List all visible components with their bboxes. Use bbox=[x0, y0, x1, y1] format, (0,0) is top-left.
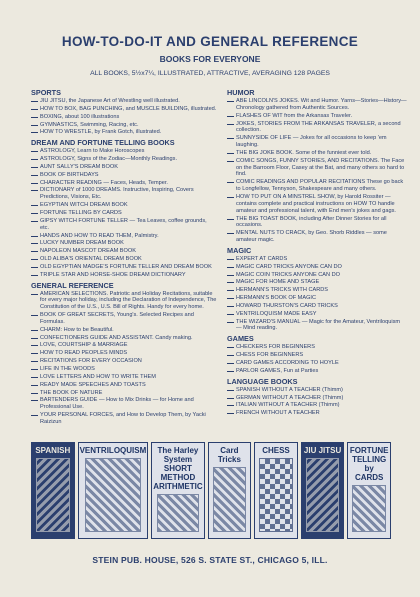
entry-text: FRENCH WITHOUT A TEACHER bbox=[236, 410, 320, 417]
entry-text: LOVE, COURTSHIP & MARRIAGE bbox=[40, 342, 128, 349]
entry-text: MENTAL NUTS TO CRACK, by Geo. Shorb Riddles — some amateur magic. bbox=[236, 230, 387, 244]
order-blank-line bbox=[31, 334, 38, 339]
order-blank-line bbox=[227, 351, 234, 356]
entry-text: OLD ALIBA'S ORIENTAL DREAM BOOK bbox=[40, 256, 142, 263]
entry-text: HOW TO READ PEOPLES MINDS bbox=[40, 350, 128, 357]
catalog-entry bbox=[227, 120, 407, 135]
entry-text: HANDS AND HOW TO READ THEM, Palmistry. bbox=[40, 232, 159, 239]
left-column bbox=[31, 86, 217, 426]
order-blank-line bbox=[31, 365, 38, 370]
order-blank-line bbox=[227, 149, 234, 154]
entry-text: HERMANN'S TRICKS WITH CARDS bbox=[236, 287, 329, 294]
book-cover bbox=[208, 442, 252, 539]
order-blank-line bbox=[227, 271, 234, 276]
entry-text: FORTUNE TELLING BY CARDS bbox=[40, 209, 122, 216]
order-blank-line bbox=[31, 179, 38, 184]
order-blank-line bbox=[31, 389, 38, 394]
catalog-entry bbox=[227, 193, 407, 215]
page-subtitle: BOOKS FOR EVERYONE bbox=[159, 54, 261, 64]
entry-text: MAGIC COIN TRICKS ANYONE CAN DO bbox=[236, 271, 341, 278]
catalog-entry bbox=[31, 396, 217, 411]
book-cover-title: Card Tricks bbox=[217, 446, 241, 464]
entry-text: LIFE IN THE WOODS bbox=[40, 366, 95, 372]
entry-text: BOOK OF BIRTHDAYS bbox=[40, 171, 99, 178]
section-heading-language-books: LANGUAGE BOOKS bbox=[227, 376, 298, 386]
order-blank-line bbox=[31, 311, 38, 316]
entry-text: CHARM: How to be Beautiful. bbox=[40, 326, 114, 333]
catalog-entry bbox=[227, 310, 407, 318]
catalog-entry bbox=[31, 113, 217, 121]
entry-text: ASTROLOGY, Signs of the Zodiac—Monthly Readings. bbox=[40, 156, 178, 163]
book-cover-title: SPANISH bbox=[35, 446, 71, 455]
catalog-entry bbox=[227, 263, 407, 271]
entry-text: LUCKY NUMBER DREAM BOOK bbox=[40, 240, 124, 247]
book-cover-illustration bbox=[36, 458, 70, 532]
order-blank-line bbox=[31, 171, 38, 176]
catalog-entry bbox=[227, 112, 407, 120]
book-cover-illustration bbox=[352, 485, 386, 532]
order-blank-line bbox=[227, 302, 234, 307]
entry-text: JOKES, STORIES FROM THE ARKANSAS TRAVELER, a second collection. bbox=[236, 120, 401, 134]
entry-text: RECITATIONS FOR EVERY OCCASION bbox=[40, 358, 142, 365]
entry-text: READY MADE SPEECHES AND TOASTS bbox=[40, 381, 146, 388]
catalog-entry bbox=[31, 311, 217, 326]
section-heading-sports: SPORTS bbox=[31, 88, 62, 97]
order-blank-line bbox=[227, 134, 234, 139]
entry-text: CARD GAMES ACCORDING TO HOYLE bbox=[236, 360, 339, 366]
entry-text: GERMAN WITHOUT A TEACHER (Thimm) bbox=[236, 394, 344, 401]
order-blank-line bbox=[31, 341, 38, 346]
book-cover-illustration bbox=[259, 458, 293, 532]
book-cover-illustration bbox=[213, 467, 247, 532]
catalog-entry bbox=[227, 178, 407, 193]
order-blank-line bbox=[31, 239, 38, 244]
entry-text: OLD EGYPTIAN MADGE'S FORTUNE TELLER AND DREAM BOOK bbox=[40, 263, 212, 270]
entry-text: ASTROLOGY, Learn to Make Horoscopes bbox=[40, 148, 145, 155]
catalog-entry bbox=[31, 201, 217, 209]
order-blank-line bbox=[31, 163, 38, 168]
order-blank-line bbox=[31, 411, 38, 416]
order-blank-line bbox=[227, 178, 234, 183]
order-blank-line bbox=[31, 255, 38, 260]
book-cover-title: The Harley System SHORT METHOD ARITHMETIC bbox=[153, 446, 203, 491]
catalog-entry bbox=[31, 247, 217, 255]
catalog-entry bbox=[227, 351, 407, 359]
entry-text: COMIC READINGS AND POPULAR RECITATIONS These go back to Longfellow, Tennyson, Shakespeare and many others. bbox=[236, 179, 404, 193]
order-blank-line bbox=[227, 97, 234, 102]
entry-text: AUNT SALLY'S DREAM BOOK bbox=[40, 163, 118, 170]
book-cover-title: VENTRILOQUISM bbox=[79, 446, 147, 455]
order-blank-line bbox=[31, 290, 38, 295]
entry-text: SPANISH WITHOUT A TEACHER (Thimm) bbox=[236, 386, 343, 393]
order-blank-line bbox=[31, 155, 38, 160]
order-blank-line bbox=[227, 359, 234, 364]
catalog-entry bbox=[31, 232, 217, 240]
order-blank-line bbox=[227, 278, 234, 283]
entry-text: LOVE LETTERS AND HOW TO WRITE THEM bbox=[40, 373, 156, 380]
book-cover-illustration bbox=[85, 458, 140, 532]
catalog-entry bbox=[227, 255, 407, 263]
order-blank-line bbox=[31, 396, 38, 401]
entry-text: CHESS FOR BEGINNERS bbox=[236, 352, 304, 359]
order-blank-line bbox=[227, 286, 234, 291]
catalog-entry bbox=[31, 349, 217, 357]
order-blank-line bbox=[227, 318, 234, 323]
entry-text: BOXING, about 100 illustrations bbox=[40, 113, 120, 120]
order-blank-line bbox=[31, 357, 38, 362]
order-blank-line bbox=[227, 263, 234, 268]
order-blank-line bbox=[31, 128, 38, 133]
book-cover-illustration bbox=[157, 494, 198, 532]
catalog-entry bbox=[227, 215, 407, 230]
order-blank-line bbox=[31, 97, 38, 102]
order-blank-line bbox=[227, 193, 234, 198]
entry-text: HOW TO PUT ON A MINSTREL SHOW, by Harold Rossiter — contains complete and practical instructions on HOW TO handle amateur and professional talent, with End men's jokes and gags. bbox=[236, 193, 396, 214]
catalog-entry bbox=[31, 365, 217, 373]
entry-text: NAPOLEON MASCOT DREAM BOOK bbox=[40, 248, 136, 255]
order-blank-line bbox=[227, 255, 234, 260]
entry-text: CHARACTER READING — Faces, Heads, Temper. bbox=[40, 179, 168, 186]
catalog-entry bbox=[31, 217, 217, 232]
catalog-entry bbox=[227, 294, 407, 302]
catalog-entry bbox=[31, 326, 217, 334]
order-blank-line bbox=[227, 229, 234, 234]
entry-text: CHECKERS FOR BEGINNERS bbox=[236, 344, 315, 351]
catalog-entry bbox=[31, 290, 217, 312]
entry-text: ITALIAN WITHOUT A TEACHER (Thimm) bbox=[236, 402, 340, 409]
catalog-entry bbox=[227, 359, 407, 367]
entry-text: COMIC SONGS, FUNNY STORIES, AND RECITATIONS. The Face on the Barroom Floor, Casey at the Bat, and many others so hard to find. bbox=[236, 157, 405, 178]
order-blank-line bbox=[227, 157, 234, 162]
book-cover-illustration bbox=[306, 458, 340, 532]
order-blank-line bbox=[31, 373, 38, 378]
order-blank-line bbox=[31, 263, 38, 268]
catalog-entry bbox=[227, 401, 407, 409]
entry-text: BARTENDERS GUIDE — How to Mix Drinks — for Home and Professional Use. bbox=[40, 397, 194, 411]
catalog-entry bbox=[227, 386, 407, 394]
entry-text: DICTIONARY of 1000 DREAMS. Instructive, Inspiring, Covers Predictions, Visions, Etc. bbox=[40, 187, 194, 201]
entry-text: HOWARD THURSTON'S CARD TRICKS bbox=[236, 302, 338, 309]
order-blank-line bbox=[227, 112, 234, 117]
catalog-entry bbox=[31, 411, 217, 426]
book-cover-title: CHESS bbox=[262, 446, 290, 455]
catalog-entry bbox=[227, 286, 407, 294]
order-blank-line bbox=[31, 186, 38, 191]
catalog-entry bbox=[31, 239, 217, 247]
order-blank-line bbox=[31, 121, 38, 126]
catalog-entry bbox=[31, 147, 217, 155]
catalog-entry bbox=[227, 394, 407, 402]
catalog-entry bbox=[31, 334, 217, 342]
catalog-entry bbox=[31, 341, 217, 349]
catalog-entry bbox=[227, 278, 407, 286]
section-heading-general-reference: GENERAL REFERENCE bbox=[31, 280, 114, 290]
entry-text: VENTRILOQUISM MADE EASY bbox=[236, 310, 317, 317]
book-cover bbox=[254, 442, 298, 539]
order-blank-line bbox=[227, 294, 234, 299]
order-blank-line bbox=[227, 310, 234, 315]
catalog-entry bbox=[227, 302, 407, 310]
order-blank-line bbox=[227, 401, 234, 406]
catalog-entry bbox=[31, 209, 217, 217]
entry-text: PARLOR GAMES, Fun at Parties bbox=[236, 367, 319, 374]
catalog-entry bbox=[31, 105, 217, 113]
entry-text: JIU JITSU, the Japanese Art of Wrestling well illustrated. bbox=[40, 98, 180, 104]
order-blank-line bbox=[227, 343, 234, 348]
right-column bbox=[227, 86, 407, 417]
catalog-entry bbox=[31, 381, 217, 389]
entry-text: THE BIG TOAST BOOK, including After Dinner Stories for all occasions. bbox=[236, 215, 387, 229]
entry-text: MAGIC CARD TRICKS ANYONE CAN DO bbox=[236, 263, 342, 270]
book-cover-title: FORTUNE TELLING by CARDS bbox=[349, 446, 389, 482]
entry-text: GIPSY WITCH FORTUNE TELLER — Tea Leaves, coffee grounds, etc. bbox=[40, 217, 207, 231]
entry-text: HOW TO WRESTLE, by Frank Gotch, illustrated. bbox=[40, 129, 162, 136]
catalog-entry bbox=[227, 343, 407, 351]
entry-text: SUNNYSIDE OF LIFE — Jokes for all occasions to keep 'em laughing. bbox=[236, 135, 387, 149]
catalog-entry bbox=[31, 179, 217, 187]
catalog-entry bbox=[227, 157, 407, 179]
entry-text: MAGIC FOR HOME AND STAGE bbox=[236, 279, 320, 286]
entry-text: EXPERT AT CARDS bbox=[236, 255, 288, 262]
entry-text: TRIPLE STAR AND HORSE-SHOE DREAM DICTIONARY bbox=[40, 271, 186, 278]
catalog-entry bbox=[227, 229, 407, 244]
entry-text: CONFECTIONERS GUIDE AND ASSISTANT. Candy making. bbox=[40, 334, 193, 341]
book-cover bbox=[31, 442, 75, 539]
order-blank-line bbox=[31, 271, 38, 276]
section-heading-games: GAMES bbox=[227, 334, 254, 344]
order-blank-line bbox=[31, 201, 38, 206]
catalog-entry bbox=[31, 263, 217, 271]
book-cover bbox=[151, 442, 204, 539]
entry-text: YOUR PERSONAL FORCES, and How to Develop Them, by Yacki Raizizun bbox=[40, 412, 206, 425]
book-specs: ALL BOOKS, 5½x7¼, ILLUSTRATED, ATTRACTIVE, AVERAGING 128 PAGES bbox=[90, 70, 330, 77]
catalog-entry bbox=[31, 171, 217, 179]
catalog-entry bbox=[31, 373, 217, 381]
entry-text: THE BIG JOKE BOOK. Some of the funniest ever told. bbox=[236, 149, 372, 156]
book-cover bbox=[78, 442, 149, 539]
catalog-entry bbox=[31, 389, 217, 397]
book-cover-title: JIU JITSU bbox=[303, 446, 342, 455]
entry-text: EGYPTIAN WITCH DREAM BOOK bbox=[40, 202, 128, 209]
catalog-entry bbox=[31, 128, 217, 136]
catalog-entry bbox=[31, 271, 217, 279]
catalog-entry bbox=[227, 409, 407, 417]
catalog-entry bbox=[227, 134, 407, 149]
catalog-entry bbox=[227, 271, 407, 279]
order-blank-line bbox=[31, 247, 38, 252]
entry-text: THE BOOK OF NATURE bbox=[40, 389, 103, 396]
entry-text: BOOK OF GREAT SECRETS, Young's. Selected Recipes and Formulas. bbox=[40, 312, 194, 325]
section-heading-humor: HUMOR bbox=[227, 88, 255, 97]
order-blank-line bbox=[31, 105, 38, 110]
catalog-entry bbox=[31, 186, 217, 201]
order-blank-line bbox=[31, 209, 38, 214]
catalog-entry bbox=[227, 149, 407, 157]
catalog-entry bbox=[227, 318, 407, 333]
book-cover bbox=[301, 442, 345, 539]
page-title: HOW-TO-DO-IT AND GENERAL REFERENCE bbox=[61, 34, 359, 49]
order-blank-line bbox=[31, 113, 38, 118]
order-blank-line bbox=[31, 217, 38, 222]
order-blank-line bbox=[31, 381, 38, 386]
entry-text: THE WIZARD'S MANUAL — Magic for the Amateur, Ventriloquism — Mind reading. bbox=[236, 318, 401, 332]
order-blank-line bbox=[31, 326, 38, 331]
catalog-entry bbox=[31, 155, 217, 163]
catalog-entry bbox=[227, 367, 407, 375]
section-heading-magic: MAGIC bbox=[227, 245, 252, 255]
entry-text: HERMANN'S BOOK OF MAGIC bbox=[236, 295, 317, 302]
catalog-entry bbox=[31, 97, 217, 105]
order-blank-line bbox=[227, 215, 234, 220]
order-blank-line bbox=[227, 409, 234, 414]
book-cover bbox=[347, 442, 391, 539]
order-blank-line bbox=[227, 367, 234, 372]
entry-text: AMERICAN SELECTIONS. Patriotic and Holiday Recitations, suitable for every major holiday, including the Declaration of Independence, The Constitution of the U.S., U.S. Bill of Rights. Handy for every home. bbox=[40, 290, 217, 311]
entry-text: HOW TO BOX, BAG PUNCHING, and MUSCLE BUILDING, illustrated. bbox=[40, 105, 217, 112]
catalog-entry bbox=[227, 97, 407, 112]
order-blank-line bbox=[227, 386, 234, 391]
order-blank-line bbox=[31, 232, 38, 237]
entry-text: ABE LINCOLN'S JOKES. Wit and Humor. Yarns—Stories—History—Chronology gathered from Authentic Sources. bbox=[236, 98, 407, 111]
order-blank-line bbox=[31, 349, 38, 354]
book-cover-strip bbox=[31, 442, 391, 539]
entry-text: FLASHES OF WIT from the Arkansas Traveler. bbox=[236, 112, 353, 119]
order-blank-line bbox=[227, 394, 234, 399]
catalog-entry bbox=[31, 121, 217, 129]
order-blank-line bbox=[31, 147, 38, 152]
publisher-address: STEIN PUB. HOUSE, 526 S. STATE ST., CHICAGO 5, ILL. bbox=[92, 555, 328, 565]
order-blank-line bbox=[227, 120, 234, 125]
section-heading-dream-and-fortune-telling-books: DREAM AND FORTUNE TELLING BOOKS bbox=[31, 138, 175, 148]
catalog-entry bbox=[31, 163, 217, 171]
catalog-entry bbox=[31, 357, 217, 365]
entry-text: GYMNASTICS, Swimming, Racing, etc. bbox=[40, 121, 139, 128]
catalog-entry bbox=[31, 255, 217, 263]
